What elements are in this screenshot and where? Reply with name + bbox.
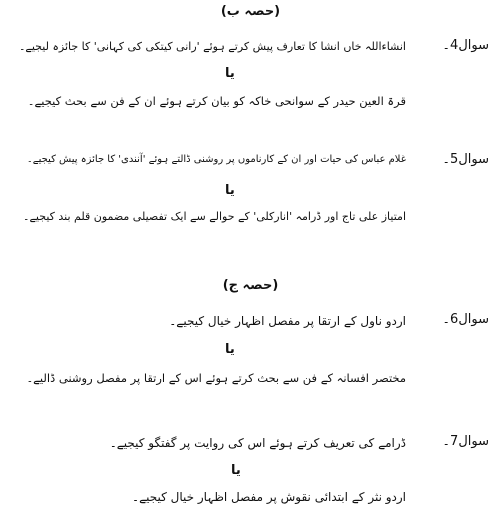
question-7-second: اردو نثر کے ابتدائی نقوش پر مفصل اظہار خیال کیجیے۔ — [132, 490, 406, 504]
question-5-or: یا — [225, 183, 235, 198]
question-4-number: سوال4۔ — [442, 38, 489, 53]
question-6-second: مختصر افسانہ کے فن سے بحث کرتے ہوئے اس کے ارتقا پر مفصل روشنی ڈالیے۔ — [26, 371, 406, 385]
question-4-first: انشاءاللہ خاں انشا کا تعارف پیش کرتے ہوئے 'رانی کیتکی کی کہانی' کا جائزہ لیجیے۔ — [18, 40, 406, 53]
section-c-title: (حصہ ج) — [222, 278, 279, 293]
question-7-or: یا — [231, 463, 241, 478]
question-5-number: سوال5۔ — [442, 152, 489, 167]
question-7-number: سوال7۔ — [442, 434, 489, 449]
section-b-title: (حصہ ب) — [220, 4, 281, 19]
question-7-first: ڈرامے کی تعریف کرتے ہوئے اس کی روایت پر گفتگو کیجیے۔ — [109, 436, 406, 450]
question-5-second: امتیاز علی تاج اور ڈرامہ 'انارکلی' کے حوالے سے ایک تفصیلی مضمون قلم بند کیجیے۔ — [23, 210, 406, 223]
question-4-or: یا — [225, 66, 235, 81]
question-6-or: یا — [225, 342, 235, 357]
question-4-second: قرۃ العین حیدر کے سوانحی خاکہ کو بیان کرتے ہوئے ان کے فن سے بحث کیجیے۔ — [27, 94, 406, 108]
question-6-number: سوال6۔ — [442, 312, 489, 327]
question-5-first: غلام عباس کی حیات اور ان کے کارناموں پر روشنی ڈالتے ہوئے 'آنندی' کا جائزہ پیش کیجیے۔ — [26, 154, 406, 165]
question-6-first: اردو ناول کے ارتقا پر مفصل اظہار خیال کیجیے۔ — [169, 314, 406, 328]
